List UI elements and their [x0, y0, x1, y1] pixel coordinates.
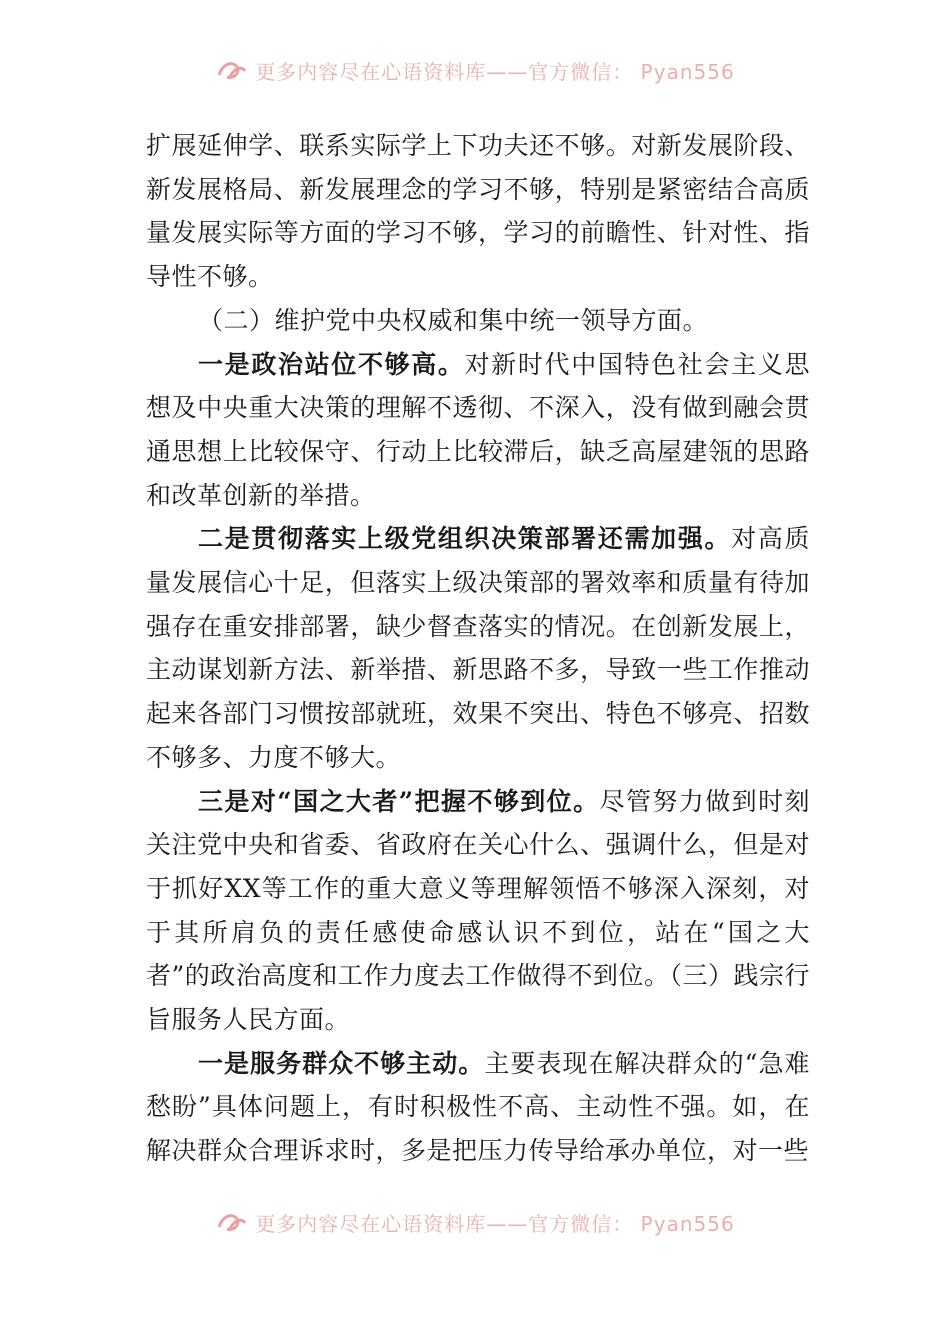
paragraph-text: 对新时代中国特色社会主义思想及中央重大决策的理解不透彻、不深入，没有做到融会贯通思想上比较保守、行动上比较滞后，缺乏高屋建瓴的思路和改革创新的举措。	[146, 349, 810, 510]
document-body	[146, 124, 810, 1173]
paragraph	[146, 517, 810, 779]
paragraph-text: 主要表现在解决群众的“急难愁盼”具体问题上，有时积极性不高、主动性不强。如，在解决群众合理诉求时，多是把压力传导给承办单位，对一些	[146, 1048, 810, 1166]
paragraph-text: 尽管努力做到时刻关注党中央和省委、省政府在关心什么、强调什么，但是对于抓好XX等工作的重大意义等理解领悟不够深入深刻，对于其所肩负的责任感使命感认识不到位，站在“国之大者”的政治高度和工作力度去工作做得不到位。（三）践宗行旨服务人民方面。	[146, 786, 810, 1035]
paragraph-lead: 二是贯彻落实上级党组织决策部署还需加强。	[198, 524, 732, 554]
section-heading: （二）维护党中央权威和集中统一领导方面。	[198, 305, 709, 335]
paragraph-lead: 一是服务群众不够主动。	[198, 1048, 485, 1078]
watermark-logo-icon	[215, 57, 247, 83]
paragraph: 扩展延伸学、联系实际学上下功夫还不够。对新发展阶段、新发展格局、新发展理念的学习不够，特别是紧密结合高质量发展实际等方面的学习不够，学习的前瞻性、针对性、指导性不够。	[146, 131, 810, 292]
watermark-text: 更多内容尽在心语资料库——官方微信： Pyan556	[255, 59, 735, 84]
paragraph-text: 对高质量发展信心十足，但落实上级决策部的署效率和质量有待加强存在重安排部署，缺少督查落实的情况。在创新发展上，主动谋划新方法、新举措、新思路不多，导致一些工作推动起来各部门习惯按部就班，效果不突出、特色不够亮、招数不够多、力度不够大。	[146, 524, 810, 772]
watermark-logo-icon	[215, 1209, 247, 1235]
paragraph	[146, 780, 810, 1042]
paragraph-lead: 一是政治站位不够高。	[198, 349, 465, 379]
paragraph	[146, 1042, 810, 1173]
footer-watermark	[0, 1202, 950, 1242]
paragraph-lead: 三是对“国之大者”把握不够到位。	[198, 786, 600, 816]
header-watermark	[0, 50, 950, 90]
paragraph	[146, 343, 810, 518]
watermark-text: 更多内容尽在心语资料库——官方微信： Pyan556	[255, 1211, 735, 1236]
